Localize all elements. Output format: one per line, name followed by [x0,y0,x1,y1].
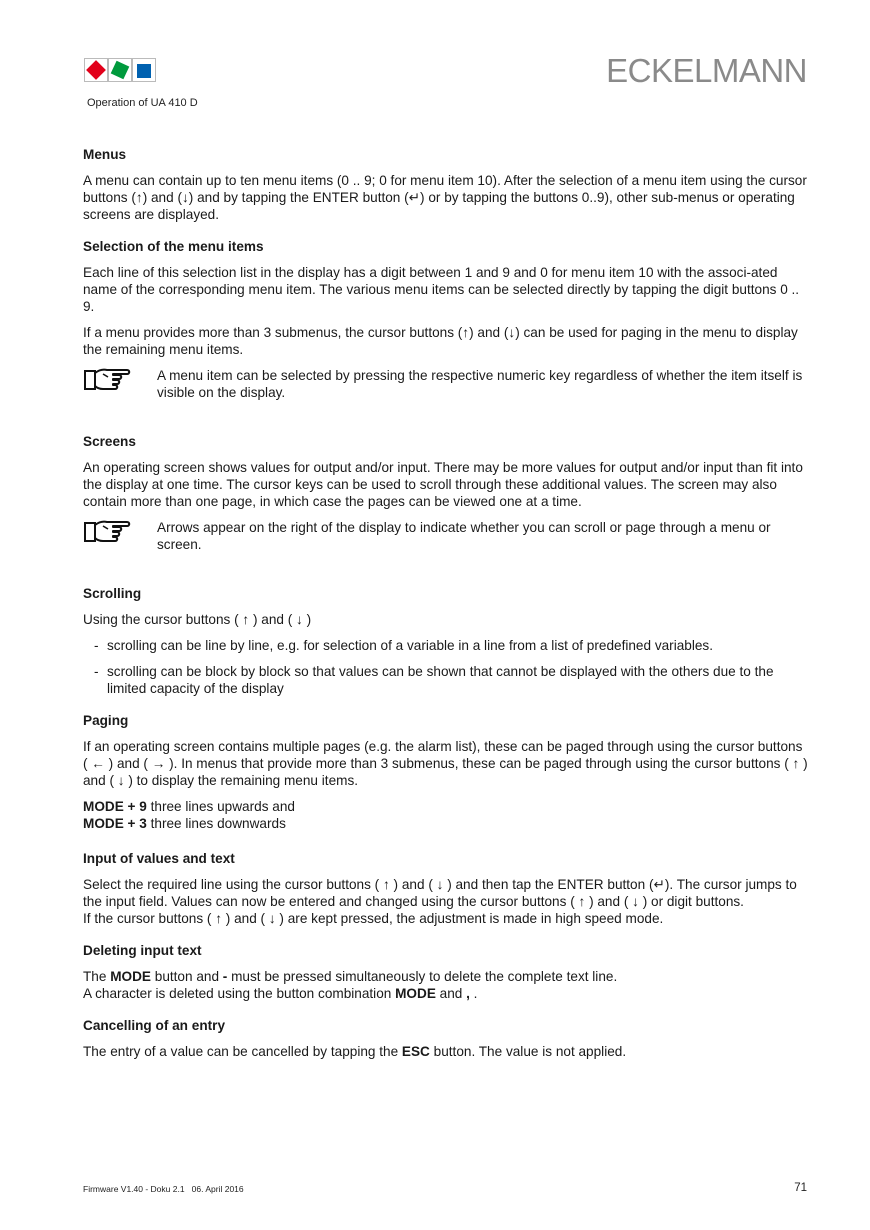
note-selection [83,367,808,401]
mode-3-text: three lines downwards [146,816,286,831]
input-paragraph-2: If the cursor buttons ( ↑ ) and ( ↓ ) are kept pressed, the adjustment is made in high speed mode. [83,911,664,926]
heading-input: Input of values and text [83,851,235,866]
heading-cancelling: Cancelling of an entry [83,1018,226,1033]
deleting-line-2 [83,985,808,1002]
mode-key: MODE [110,969,151,984]
mode-shortcuts [83,798,808,832]
heading-selection: Selection of the menu items [83,239,264,254]
heading-deleting: Deleting input text [83,943,202,958]
footer-firmware-info: Firmware V1.40 - Doku 2.1 06. April 2016 [83,1184,244,1194]
paging-paragraph: If an operating screen contains multiple pages (e.g. the alarm list), these can be paged through using the cursor buttons ( ← ) and ( → ). In menus that provide more than 3 submenus, these can be paged through using the cursor buttons ( ↑ ) and ( ↓ ) to display the remaining menu items. [83,739,808,788]
note-screens-text: Arrows appear on the right of the display to indicate whether you can scroll or page through a menu or screen. [157,520,771,552]
text-run: A character is deleted using the button combination [83,986,396,1001]
menus-paragraph: A menu can contain up to ten menu items (0 .. 9; 0 for menu item 10). After the selection of a menu item using the cursor buttons (↑) and (↓) and by tapping the ENTER button (↵) or by tapping the buttons 0..9), other sub-menus or operating screens are displayed. [83,173,807,222]
text-run: The [83,969,111,984]
logo-red-square [86,60,106,80]
note-selection-text: A menu item can be selected by pressing the respective numeric key regardless of whether the item itself is visible on the display. [157,368,803,400]
text-run: button. The value is not applied. [429,1044,627,1059]
heading-scrolling: Scrolling [83,586,142,601]
text-run: The entry of a value can be cancelled by tapping the [83,1044,402,1059]
text-run: must be pressed simultaneously to delete the complete text line. [227,969,618,984]
brand-name: ECKELMANN [606,52,807,89]
comma-key: , [466,986,470,1001]
heading-paging: Paging [83,713,129,728]
heading-screens: Screens [83,434,136,449]
esc-key: ESC [401,1044,430,1059]
note-screens [83,519,808,553]
mode-3-line [83,815,808,832]
mode-9-line [83,798,808,815]
page-number: 71 [794,1182,807,1194]
cancelling-paragraph [83,1043,808,1060]
input-paragraph-1: Select the required line using the cursor buttons ( ↑ ) and ( ↓ ) and then tap the ENTER button (↵). The cursor jumps to the input field. Values can now be entered and changed using the cursor buttons ( ↑ ) and ( ↓ ) or digit buttons. [83,877,797,909]
logo-blue-square [137,64,151,78]
mode-3-key: MODE + 3 [83,816,147,831]
mode-9-text: three lines upwards and [146,799,295,814]
pointing-hand-icon [83,365,131,393]
pointing-hand-icon [83,517,131,545]
selection-paragraph-2: If a menu provides more than 3 submenus, the cursor buttons (↑) and (↓) can be used for paging in the menu to display the remaining menu items. [83,325,798,357]
page-content [83,146,808,1069]
eckelmann-logo [84,58,156,82]
minus-key: - [222,969,228,984]
logo-green-square [111,61,130,80]
text-run: button and [150,969,223,984]
list-item: - scrolling can be block by block so that values can be shown that cannot be displayed with the others due to the limited capacity of the display [83,663,808,697]
deleting-line-1 [83,968,808,985]
text-run: and [435,986,467,1001]
text-run: . [469,986,478,1001]
screens-paragraph: An operating screen shows values for output and/or input. There may be more values for output and/or input than fit into the display at one time. The cursor keys can be used to scroll through these additional values. The screen may also contain more than one page, in which case the pages can be viewed one at a time. [83,460,803,509]
list-item: - scrolling can be line by line, e.g. for selection of a variable in a line from a list of predefined variables. [83,637,808,654]
mode-key: MODE [395,986,436,1001]
selection-paragraph-1: Each line of this selection list in the display has a digit between 1 and 9 and 0 for menu item 10 with the associ-ated name of the corresponding menu item. The various menu items can be selected directly by tapping the digit buttons 0 .. 9. [83,265,800,314]
heading-menus: Menus [83,147,127,162]
document-subtitle: Operation of UA 410 D [87,97,198,109]
mode-9-key: MODE + 9 [83,799,147,814]
scrolling-list [83,637,808,697]
scrolling-intro: Using the cursor buttons ( ↑ ) and ( ↓ ) [83,612,312,627]
